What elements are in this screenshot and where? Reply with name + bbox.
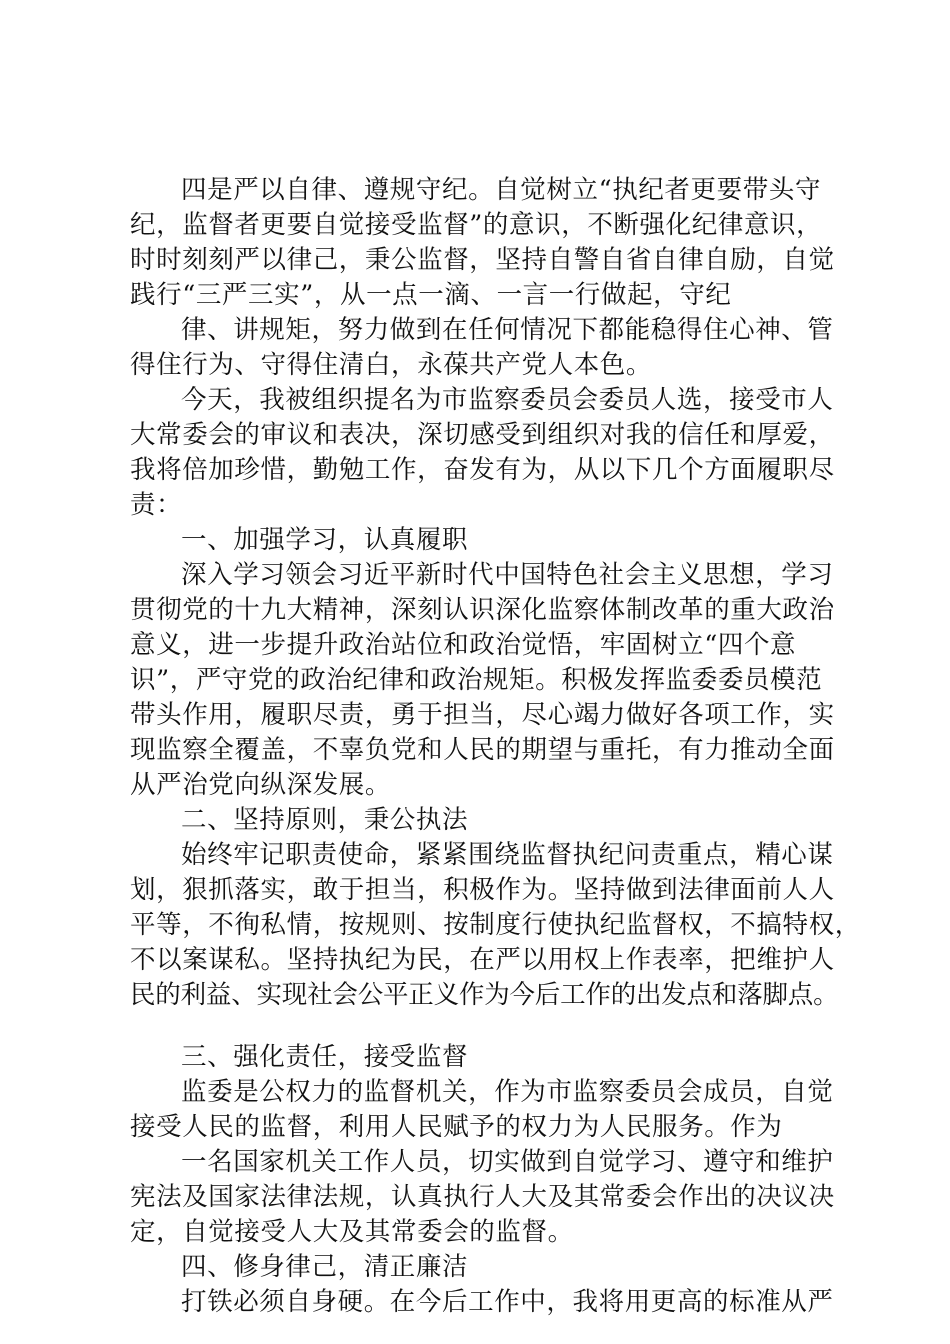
paragraph-line: 划，狠抓落实，敢于担当，积极作为。坚持做到法律面前人人 [130, 875, 835, 905]
paragraph-line: 定，自觉接受人大及其常委会的监督。 [130, 1217, 574, 1247]
paragraph-line: 接受人民的监督，利用人民赋予的权力为人民服务。作为 [130, 1112, 783, 1142]
paragraph-line: 识”，严守党的政治纪律和政治规矩。积极发挥监委委员模范 [130, 665, 823, 695]
section-heading: 三、强化责任，接受监督 [181, 1042, 469, 1072]
paragraph-line: 民的利益、实现社会公平正义作为今后工作的出发点和落脚点。 [130, 980, 839, 1010]
paragraph-line: 不以案谋私。坚持执纪为民，在严以用权上作表率，把维护人 [130, 945, 835, 975]
paragraph-line: 践行“三严三实”，从一点一滴、一言一行做起，守纪 [130, 280, 732, 310]
section-heading: 二、坚持原则，秉公执法 [181, 805, 469, 835]
section-heading: 四、修身律己，清正廉洁 [181, 1252, 469, 1282]
paragraph-line: 深入学习领会习近平新时代中国特色社会主义思想，学习 [181, 560, 834, 590]
paragraph-line: 大常委会的审议和表决，深切感受到组织对我的信任和厚爱， [130, 420, 835, 450]
paragraph-line: 时时刻刻严以律己，秉公监督，坚持自警自省自律自励，自觉 [130, 245, 835, 275]
paragraph-line: 监委是公权力的监督机关，作为市监察委员会成员，自觉 [181, 1077, 834, 1107]
paragraph-line: 打铁必须自身硬。在今后工作中，我将用更高的标准从严 [181, 1287, 834, 1317]
paragraph-line: 纪，监督者更要自觉接受监督”的意识，不断强化纪律意识， [130, 210, 823, 240]
section-heading: 一、加强学习，认真履职 [181, 525, 469, 555]
paragraph-line: 一名国家机关工作人员，切实做到自觉学习、遵守和维护 [181, 1147, 834, 1177]
paragraph-line: 四是严以自律、遵规守纪。自觉树立“执纪者更要带头守 [181, 175, 822, 205]
paragraph-line: 我将倍加珍惜，勤勉工作，奋发有为，从以下几个方面履职尽 [130, 455, 835, 485]
paragraph-line: 责： [130, 490, 183, 520]
paragraph-line: 宪法及国家法律法规，认真执行人大及其常委会作出的决议决 [130, 1182, 835, 1212]
paragraph-line: 带头作用，履职尽责，勇于担当，尽心竭力做好各项工作，实 [130, 700, 835, 730]
paragraph-line: 贯彻党的十九大精神，深刻认识深化监察体制改革的重大政治 [130, 595, 835, 625]
paragraph-line: 今天，我被组织提名为市监察委员会委员人选，接受市人 [181, 385, 834, 415]
paragraph-line: 得住行为、守得住清白，永葆共产党人本色。 [130, 350, 653, 380]
paragraph-line: 平等，不徇私情，按规则、按制度行使执纪监督权，不搞特权， [130, 910, 861, 940]
paragraph-line: 从严治党向纵深发展。 [130, 770, 392, 800]
paragraph-line: 现监察全覆盖，不辜负党和人民的期望与重托，有力推动全面 [130, 735, 835, 765]
paragraph-line: 始终牢记职责使命，紧紧围绕监督执纪问责重点，精心谋 [181, 840, 834, 870]
paragraph-line: 意义，进一步提升政治站位和政治觉悟，牢固树立“四个意 [130, 630, 797, 660]
paragraph-line: 律、讲规矩，努力做到在任何情况下都能稳得住心神、管 [181, 315, 834, 345]
